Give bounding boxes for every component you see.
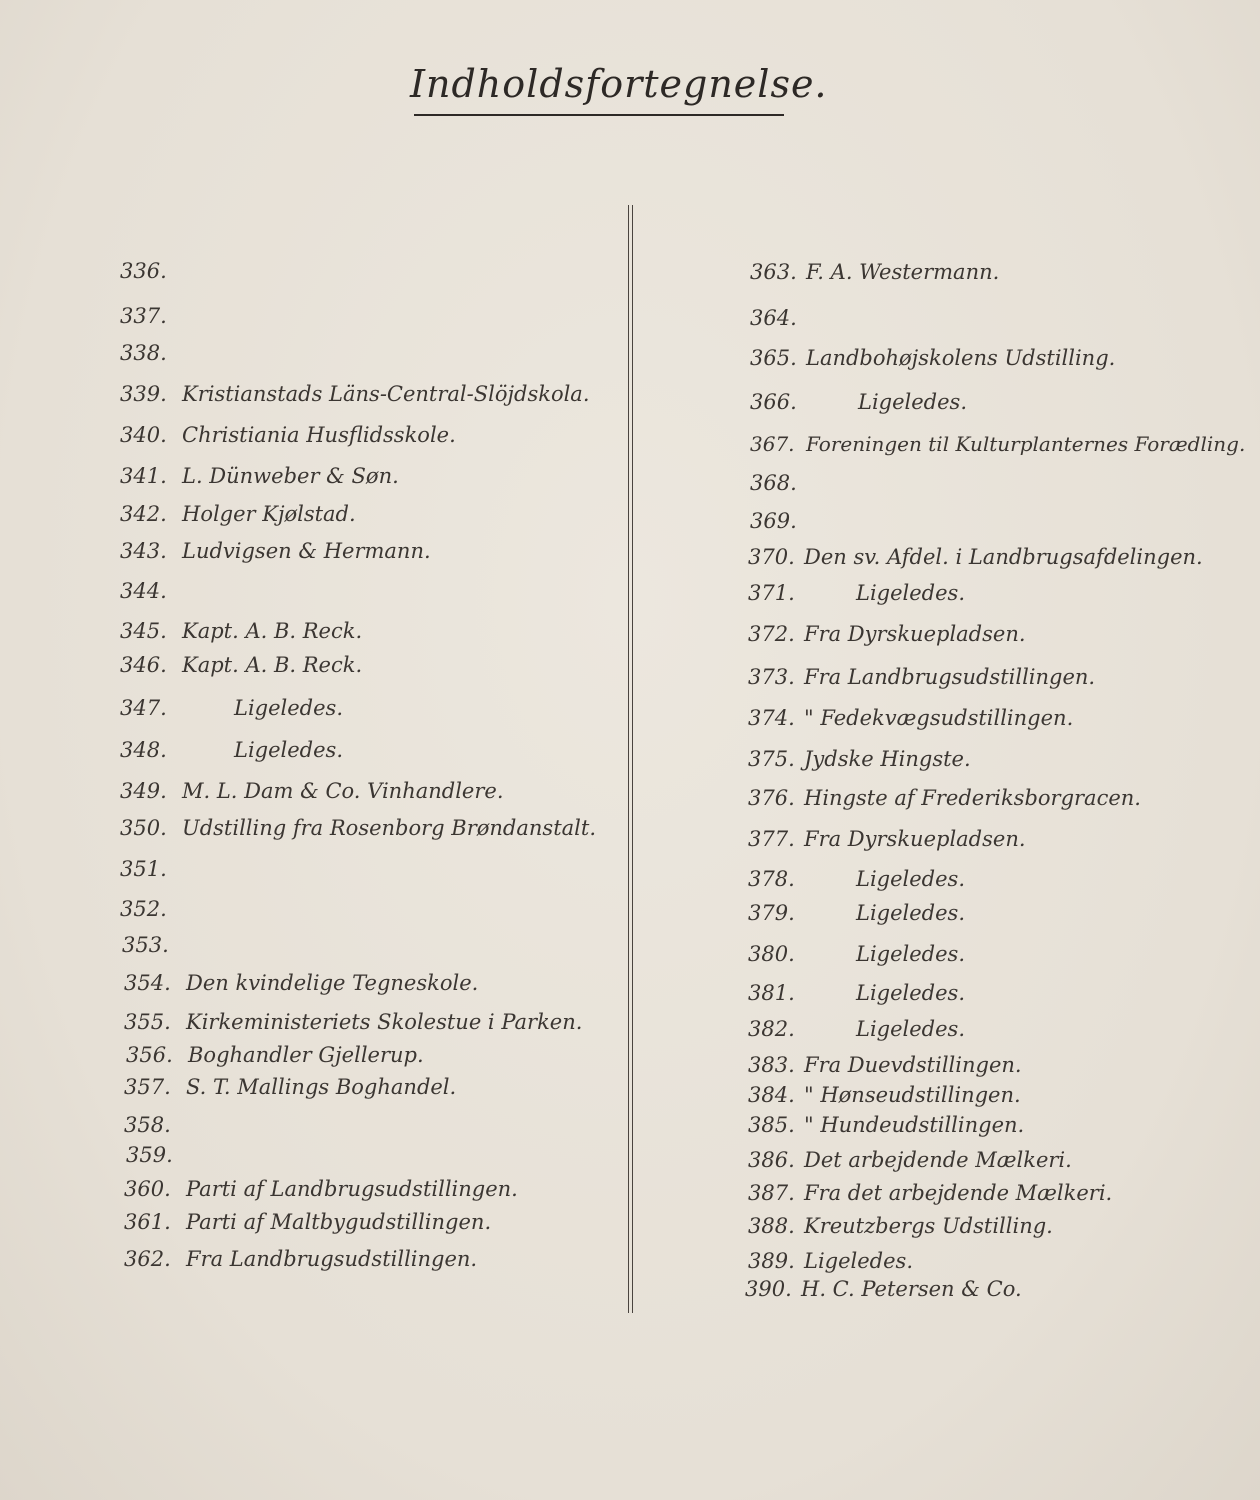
entry-number: 383. [748,1053,795,1077]
list-item [120,258,174,284]
list-item [120,340,174,366]
entry-text: Fra Landbrugsudstillingen. [804,665,1096,689]
entry-text: Jydske Hingste. [804,747,971,771]
list-item [748,1052,1022,1078]
list-item [748,621,1026,647]
entry-number: 337. [120,304,167,328]
entry-text: F. A. Westermann. [806,260,1000,284]
list-item [120,652,362,678]
entry-text: Boghandler Gjellerup. [188,1043,424,1067]
list-item [748,1147,1072,1173]
entry-number: 356. [126,1043,173,1067]
entry-number: 365. [750,346,797,370]
entry-text: Parti af Landbrugsudstillingen. [186,1177,518,1201]
entry-text: Den kvindelige Tegneskole. [186,971,479,995]
list-item [120,381,590,407]
entry-number: 340. [120,423,167,447]
list-item [124,1009,582,1035]
entry-text: " Hundeudstillingen. [804,1113,1025,1137]
entry-number: 390. [745,1277,792,1301]
column-divider [628,205,633,1313]
entry-number: 348. [120,738,167,762]
entry-number: 380. [748,942,795,966]
list-item [750,305,798,331]
entry-number: 367. [750,432,795,456]
entry-number: 371. [748,581,795,605]
entry-number: 354. [124,971,171,995]
list-item [748,826,1026,852]
list-item [748,1213,1053,1239]
list-item [120,896,174,922]
entry-text: " Hønseudstillingen. [804,1083,1021,1107]
entry-number: 347. [120,696,167,720]
entry-number: 344. [120,579,167,603]
list-item [124,1074,456,1100]
list-item [124,1246,477,1272]
list-item [126,1142,180,1168]
list-item [750,345,1115,371]
list-item [750,508,798,534]
list-item [120,815,596,841]
list-item [748,705,1073,731]
entry-text: Kreutzbergs Udstilling. [804,1214,1053,1238]
entry-text: Kristianstads Läns-Central-Slöjdskola. [182,382,590,406]
entry-number: 375. [748,747,795,771]
entry-text: L. Dünweber & Søn. [182,464,399,488]
entry-number: 369. [750,509,797,533]
entry-number: 385. [748,1113,795,1137]
entry-number: 366. [750,390,797,414]
entry-text: Hingste af Frederiksborgracen. [804,786,1141,810]
entry-text: Udstilling fra Rosenborg Brøndanstalt. [182,816,596,840]
entry-number: 341. [120,464,167,488]
list-item [748,1248,913,1274]
list-item [124,1176,518,1202]
list-item [748,1082,1021,1108]
entry-text: Ligeledes. [856,981,965,1005]
list-item [120,778,504,804]
entry-number: 357. [124,1075,171,1099]
title-underline [414,114,784,116]
list-item [748,900,965,926]
entry-number: 362. [124,1247,171,1271]
list-item [748,785,1141,811]
entry-text: Fra det arbejdende Mælkeri. [804,1181,1113,1205]
entry-text: S. T. Mallings Boghandel. [186,1075,457,1099]
entry-number: 389. [748,1249,795,1273]
entry-text: Ligeledes. [234,738,343,762]
entry-text: Fra Dyrskuepladsen. [804,827,1026,851]
list-item [750,470,798,496]
list-item [120,538,431,564]
list-item [748,664,1095,690]
list-item [120,303,174,329]
entry-text: " Fedekvægsudstillingen. [804,706,1074,730]
entry-text: Landbohøjskolens Udstilling. [806,346,1116,370]
entry-number: 353. [122,933,169,957]
entry-text: Ligeledes. [856,901,965,925]
entry-number: 373. [748,665,795,689]
entry-number: 368. [750,471,797,495]
entry-number: 338. [120,341,167,365]
entry-number: 361. [124,1210,171,1234]
list-item [748,941,965,967]
list-item [750,259,999,285]
list-item [120,737,343,763]
list-item [748,1180,1112,1206]
entry-text: Ligeledes. [858,390,967,414]
entry-text: Holger Kjølstad. [182,502,356,526]
entry-number: 381. [748,981,795,1005]
entry-text: M. L. Dam & Co. Vinhandlere. [182,779,504,803]
entry-number: 345. [120,619,167,643]
list-item [120,695,343,721]
list-item [124,970,478,996]
list-item [120,618,362,644]
entry-number: 384. [748,1083,795,1107]
list-item [124,1209,491,1235]
entry-text: Ligeledes. [804,1249,913,1273]
list-item [748,544,1203,570]
entry-text: Ludvigsen & Hermann. [182,539,431,563]
list-item [748,580,965,606]
entry-number: 374. [748,706,795,730]
list-item [748,866,965,892]
entry-number: 351. [120,857,167,881]
entry-number: 360. [124,1177,171,1201]
entry-number: 378. [748,867,795,891]
list-item [120,463,399,489]
entry-text: Kapt. A. B. Reck. [182,619,363,643]
list-item [120,856,174,882]
entry-text: Christiania Husflidsskole. [182,423,456,447]
list-item [748,746,971,772]
entry-text: Kirkeministeriets Skolestue i Parken. [186,1010,583,1034]
entry-number: 346. [120,653,167,677]
entry-number: 370. [748,545,795,569]
entry-text: Ligeledes. [234,696,343,720]
entry-number: 364. [750,306,797,330]
entry-text: Ligeledes. [856,1017,965,1041]
entry-number: 343. [120,539,167,563]
entry-number: 382. [748,1017,795,1041]
entry-number: 379. [748,901,795,925]
entry-number: 352. [120,897,167,921]
entry-number: 355. [124,1010,171,1034]
entry-text: Ligeledes. [856,867,965,891]
entry-number: 387. [748,1181,795,1205]
entry-number: 372. [748,622,795,646]
entry-number: 336. [120,259,167,283]
entry-number: 377. [748,827,795,851]
list-item [120,501,356,527]
list-item [750,389,967,415]
entry-text: Fra Dyrskuepladsen. [804,622,1026,646]
entry-number: 388. [748,1214,795,1238]
page-title: Indholdsfortegnelse. [410,62,828,106]
list-item [126,1042,424,1068]
entry-number: 339. [120,382,167,406]
list-item [120,422,456,448]
entry-number: 386. [748,1148,795,1172]
entry-number: 376. [748,786,795,810]
entry-number: 363. [750,260,797,284]
entry-number: 350. [120,816,167,840]
entry-number: 359. [126,1143,173,1167]
list-item [748,980,965,1006]
entry-text: Det arbejdende Mælkeri. [804,1148,1072,1172]
list-item [748,1016,965,1042]
list-item [745,1276,1022,1302]
list-item [124,1112,178,1138]
entry-text: Parti af Maltbygudstillingen. [186,1210,492,1234]
list-item [122,932,176,958]
entry-text: Foreningen til Kulturplanternes Forædling. [806,432,1246,456]
entry-number: 342. [120,502,167,526]
list-item [748,1112,1024,1138]
entry-text: Den sv. Afdel. i Landbrugsafdelingen. [804,545,1203,569]
list-item [120,578,174,604]
entry-text: Fra Duevdstillingen. [804,1053,1022,1077]
entry-number: 349. [120,779,167,803]
entry-text: Ligeledes. [856,942,965,966]
entry-text: Kapt. A. B. Reck. [182,653,363,677]
entry-text: Ligeledes. [856,581,965,605]
entry-number: 358. [124,1113,171,1137]
entry-text: H. C. Petersen & Co. [801,1277,1022,1301]
entry-text: Fra Landbrugsudstillingen. [186,1247,478,1271]
list-item [750,431,1245,457]
